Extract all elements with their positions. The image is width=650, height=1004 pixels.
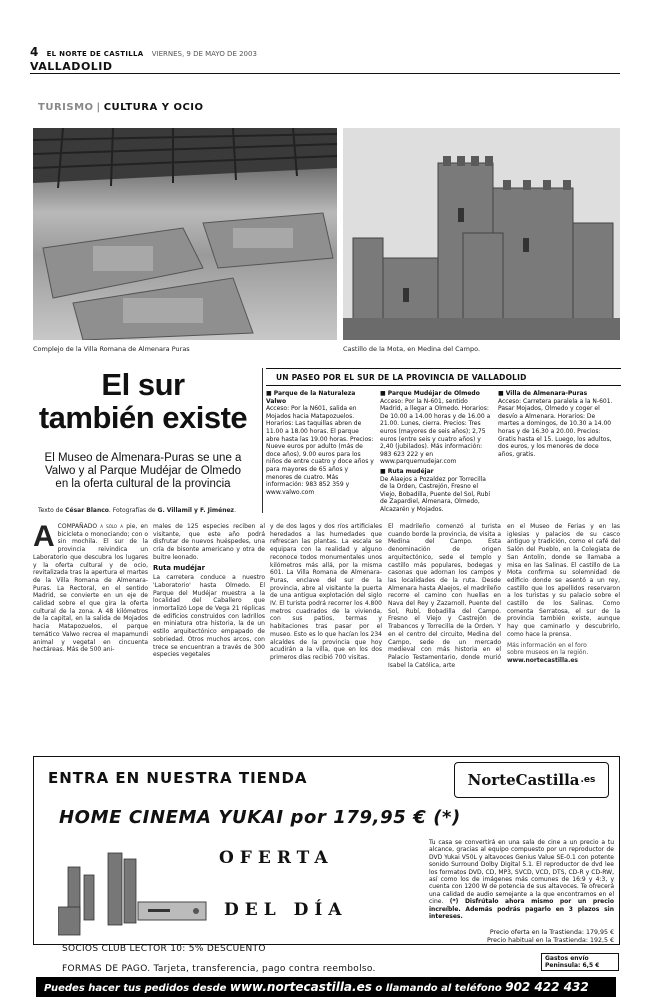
- ad-description-text: Tu casa se convertirá en una sala de cine a un precio a tu alcance, gracias al equipo compuesto por un reproductor de DVD Yukai V50L y altavoces Genius Value SE-0.1 con potente sonido Surround Dolby Digital 5.1. El reproductor de dvd lee los formatos DVD, CD, MP3, SVCD, VCD, DTS, CD-R y CD-RW, así como los de imágenes más comunes de 16:9 y 4:3, y cuenta con 1200 W de potencia de sus altavoces. Te ofrecerá una calidad de audio semejante a la que encontramos en el cine.: [429, 839, 614, 906]
- article-text: El madrileño comenzó al turista cuando borde la provincia, de visita a Medina del Campo. Esta denominación de origen arquitectónico, sede el templo y castillo más populares, bodegas y casonas que adornan los campos y las localidades de la ruta. Desde Almenara hasta Alaejos, el madrileño recorre el camino con huellas en Nava del Rey y Zazarnoll. Puente del Sol, Rubí, Bobadilla del Campo. Fresno el Viejo y Castrejón de Trabancos y Torrecilla de la Orden. Y en el centro del circuito, Medina del Campo, sede de un mercado medieval con más historia en el Palacio Testamentario, donde murió Isabel la Católica, arte: [388, 523, 501, 669]
- section-primary: TURISMO: [38, 102, 94, 113]
- byline-photographers: G. Villamil y F. Jiménez: [157, 507, 235, 514]
- more-info-note: Más información en el foro: [507, 641, 587, 649]
- advertisement-box: [33, 756, 620, 994]
- sidebar-col-almenara: [498, 390, 616, 460]
- byline-mid: . Fotografías de: [108, 507, 158, 514]
- drop-cap: A: [33, 520, 55, 553]
- article-subhead: El Museo de Almenara-Puras se une a Valwo y al Parque Mudéjar de Olmedo en la oferta cultural de la provincia: [44, 452, 242, 490]
- article-headline: [38, 368, 248, 434]
- sidebar-item-title: ■ Parque de la Naturaleza Valwo: [266, 390, 374, 405]
- sidebar-item-title: ■ Villa de Almenara-Puras: [498, 390, 616, 398]
- article-column-3: [270, 523, 382, 662]
- order-mid: o llamando al teléfono: [371, 983, 506, 994]
- sidebar-item-text: Acceso: Carretera paralela a la N-601. Pasar Mojados, Olmedo y coger el desvío a Almenara. Horarios: De martes a domingos, de 10.30 a 14.00 horas y de 16.30 a 20.00. Precios: Gratis hasta el 15. Luego, los adultos, dos euros, y los menores de doce años, gratis.: [498, 397, 613, 458]
- article-text: pie, en bicicleta o monociando; con o sin mochila. El sur de la provincia reivindica un Laboratorio que descubra los lugares y la oferta cultural y de ocio, revitalizada tras la apertura el martes de la Villa Romana de Almenara-Puras. La Rectoral, en el sentido Madrid, se convierte en un eje de calidad sobre el que gira la oferta cultural de la zona. A 48 kilómetros de la capital, en la salida de Mojados hacia Matapozuelos, el parque temático Valwo recrea el mapamundi animal y vegetal en cincuenta hectáreas. Más de 500 ani-: [33, 523, 148, 654]
- castle-illustration: [343, 128, 620, 340]
- article-column-1: [33, 520, 148, 654]
- subheading-ruta-mudejar: Ruta mudéjar: [153, 563, 205, 572]
- byline-prefix: Texto de: [38, 507, 66, 514]
- byline: [38, 507, 253, 514]
- payment-methods: FORMAS DE PAGO. Tarjeta, transferencia, pago contra reembolso.: [62, 964, 376, 974]
- article-text: males de 125 especies reciben al visitante, que este año podrá disfrutar de nuevos huéspedes, una cría de bisonte americano y otra de buitre leonado.: [153, 523, 265, 561]
- article-text: La carretera conduce a nuestro 'Laboratorio' hasta Olmedo. El Parque del Mudéjar muestra a la localidad del Caballero que inmortalizó Lope de Vega 21 réplicas de edificios construidos con ladrillos en miniatura otra historia, la de un estilo arquitectónico empapado de sobriedad. Otros muchos arcos, con trece se encuentran a través de 300 especies vegetales: [153, 574, 265, 659]
- villa-romana-illustration: [33, 128, 337, 340]
- sidebar-title: UN PASEO POR EL SUR DE LA PROVINCIA DE VALLADOLID: [266, 368, 621, 386]
- home-cinema-illustration: [58, 847, 208, 937]
- photo-caption-left: Complejo de la Villa Romana de Almenara Puras: [33, 345, 190, 353]
- sidebar-border: [262, 368, 263, 513]
- byline-end: .: [234, 507, 236, 514]
- ad-order-bar: [36, 977, 616, 997]
- article-column-5: [507, 523, 620, 665]
- socios-discount: SOCIOS CLUB LECTOR 10: 5% DESCUENTO: [62, 944, 266, 954]
- page-header: [30, 45, 620, 59]
- more-info-note: sobre museos en la región.: [507, 649, 589, 657]
- section-separator: |: [96, 102, 101, 113]
- shipping-cost: Gastos envío Peninsula: 6,5 €: [541, 953, 619, 971]
- price-offer: Precio oferta en la Trastienda: 179,95 €: [489, 929, 614, 936]
- home-cinema-product-image: [58, 847, 208, 937]
- more-info-link[interactable]: www.nortecastilla.es: [507, 656, 578, 664]
- sidebar-item-text: De Alaejos a Pozaldez por Torrecilla de la Orden, Castrejón, Fresno el Viejo, Bobadilla, Puente del Sol, Rubí de Zapardiel, Almenara, Olmedo, Alcazarén y Mojados.: [380, 475, 491, 513]
- page-number: 4: [30, 45, 39, 59]
- order-url[interactable]: www.nortecastilla.es: [229, 980, 372, 994]
- sidebar-item-title: ■ Parque Mudéjar de Olmedo: [380, 390, 492, 398]
- order-prefix: Puedes hacer tus pedidos desde: [44, 983, 230, 994]
- section-city: VALLADOLID: [30, 60, 113, 73]
- ad-offer-note: (*) Disfrútalo ahora mismo por un precio increíble. Además podrás pagarlo en 3 plazos sin intereses.: [429, 898, 614, 921]
- sidebar-col-valwo: [266, 390, 374, 498]
- photo-caption-right: Castillo de la Mota, en Medina del Campo.: [343, 345, 481, 353]
- ad-del-dia: DEL DÍA: [224, 900, 348, 920]
- order-phone[interactable]: 902 422 432: [505, 980, 589, 994]
- article-column-2: [153, 523, 265, 659]
- castillo-mota-photo: [343, 128, 620, 340]
- ad-headline: HOME CINEMA YUKAI por 179,95 € (*): [59, 807, 461, 828]
- headline-line-2: también existe: [38, 400, 248, 435]
- sidebar-item-text: Acceso: Por la N-601, sentido Madrid, a llegar a Olmedo. Horarios: De 10.00 a 14.00 horas y de 16.00 a 21.00. Lunes, cierra. Precios: Tres euros (mayores de seis años); 2,75 euros (entre seis y cuatro años) y 2,40 (jubilados). Más información: 983 623 222 y en www.parquemudejar.com: [380, 397, 491, 466]
- article-text: en el Museo de Ferias y en las iglesias y palacios de su casco antiguo y tradición, como el café del Salón del Pueblo, en la Colegiata de San Antolín, donde se llamaba a misa en las Salinas. El castillo de La Mota confirma su solemnidad de edificio donde se asentó a un rey, castillo que los apellidos reservaron a los turistas y su palacio sobre el castillo de los Salinas. Como comenta Serratosa, el sur de la provincia también existe, aunque hay que caminarlo y descubrirlo, como hace la prensa.: [507, 523, 620, 638]
- sidebar-box: [258, 368, 621, 513]
- ad-oferta: OFERTA: [219, 848, 334, 868]
- price-normal: Precio habitual en la Trastienda: 192,5 €: [487, 937, 614, 944]
- byline-author: César Blanco: [65, 507, 109, 514]
- section-secondary: CULTURA Y OCIO: [103, 102, 204, 113]
- nortecastilla-logo: [454, 762, 609, 798]
- article-column-4: [388, 523, 501, 669]
- ad-top-banner: ENTRA EN NUESTRA TIENDA: [48, 769, 308, 787]
- article-lead: COMPAÑADO a sólo a: [57, 523, 124, 530]
- section-label: [38, 102, 204, 113]
- ad-prices: [434, 929, 614, 945]
- ad-description: [429, 839, 614, 920]
- headline-line-1: El sur: [101, 367, 185, 402]
- sidebar-item-title: ■ Ruta mudéjar: [380, 468, 492, 476]
- issue-date: VIERNES, 9 DE MAYO DE 2003: [151, 50, 257, 58]
- villa-romana-photo: [33, 128, 337, 340]
- logo-text: NorteCastilla: [467, 771, 580, 789]
- article-text: y de dos lagos y dos ríos artificiales heredados a las humedades que refrescan las plantas. La escala se equipara con la realidad y alguno reconoce todos monumentales unos kilómetros más allá, por la misma 601. La Villa Romana de Almenara-Puras, enclave del sur de la provincia, abre al visitante la puerta de una antigua explotación del siglo IV. El turista podrá recorrer los 4.800 metros cuadrados de la vivienda, con sus patios, termas y habitaciones tras pasar por el museo. Esto es lo que hacían los 234 alcaldes de la provincia que hoy acudirán a la villa, que en los dos primeros días recibió 700 visitas.: [270, 523, 382, 661]
- sidebar-item-text: Acceso: Por la N601, salida en Mojados hacia Matapozuelos. Horarios: Las taquillas abren de 11.00 a 18.00 horas. El parque abre hasta las 19.00 horas. Precios: Nueve euros por adulto (más de doce años), 9.00 euros para los niños de entre cuatro y doce años y para mayores de 65 años y menores de cuatro. Más información: 983 852 359 y www.valwo.com: [266, 405, 374, 496]
- header-rule: [30, 73, 620, 74]
- logo-tld: .es: [580, 775, 596, 785]
- newspaper-name: EL NORTE DE CASTILLA: [46, 50, 144, 58]
- sidebar-col-olmedo: [380, 390, 492, 516]
